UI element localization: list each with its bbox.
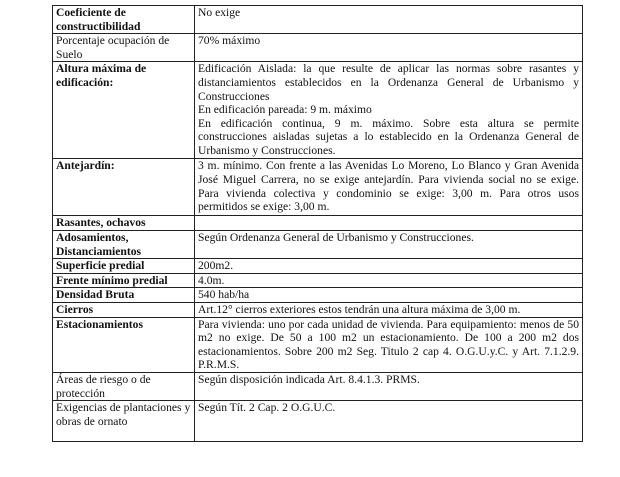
row-label: Altura máxima de edificación: [53, 62, 195, 159]
value-line: No exige [198, 6, 241, 19]
row-value [195, 216, 583, 231]
document-page [52, 5, 582, 442]
value-line: Según Tít. 2 Cap. 2 O.G.U.C. [198, 401, 336, 415]
row-label: Exigencias de plantaciones y obras de ornato [53, 401, 195, 442]
row-value [195, 273, 583, 288]
row-label: Frente mínimo predial [53, 273, 195, 288]
row-label: Superficie predial [53, 259, 195, 274]
table-row-superficie [53, 259, 583, 274]
table-row-porcentaje [53, 34, 583, 62]
row-value [195, 62, 583, 159]
row-label: Antejardín: [53, 159, 195, 216]
value-line: En edificación continua, 9 m. máximo. Sobre esta altura se permite construcciones aisladas sujetas a lo establecido en la Ordenanza General de Urbanismo y Construcciones. [198, 116, 579, 157]
value-line: 3 m. mínimo. Con frente a las Avenidas Lo Moreno, Lo Blanco y Gran Avenida José Miguel Carrera, no se exige antejardín. Para vivienda social no se exige. Para vivienda colectiva y condominio se exige: 3,00 m. Para otros usos permitidos se exige: 3,00 m. [198, 159, 579, 214]
table-row-frente [53, 273, 583, 288]
row-label: Coeficiente de constructibilidad [53, 6, 195, 34]
table-row-densidad [53, 288, 583, 303]
value-line: Según Ordenanza General de Urbanismo y Construcciones. [198, 230, 474, 244]
row-value [195, 34, 583, 62]
row-value [195, 159, 583, 216]
table-row-cierros [53, 302, 583, 317]
value-line: Según disposición indicada Art. 8.4.1.3. PRMS. [198, 372, 420, 386]
value-line: Para vivienda: uno por cada unidad de vivienda. Para equipamiento: menos de 50 m2 no exige. De 50 a 100 m2 un estacionamiento. De 100 a 200 m2 dos estacionamientos. Sobre 200 m2 Seg. Titulo 2 cap 4. O.G.U.y.C. y Art. 7.1.2.9. P.R.M.S. [198, 317, 579, 372]
row-value [195, 317, 583, 372]
value-line: 70% máximo [198, 34, 261, 48]
value-line: 540 hab/ha [198, 288, 250, 302]
value-line: 4.0m. [198, 273, 225, 287]
row-label: Rasantes, ochavos [53, 216, 195, 231]
row-value [195, 230, 583, 258]
row-value [195, 302, 583, 317]
row-value [195, 6, 583, 34]
row-value [195, 401, 583, 442]
table-row-coeficiente [53, 6, 583, 34]
row-label: Cierros [53, 302, 195, 317]
value-line: Edificación Aislada: la que resulte de aplicar las normas sobre rasantes y distanciamientos establecidos en la Ordenanza General de Urbanismo y Construcciones [198, 62, 579, 103]
table-row-exigencias [53, 401, 583, 442]
row-value [195, 372, 583, 400]
table-row-antejardin [53, 159, 583, 216]
row-value [195, 259, 583, 274]
table-row-estacionamientos [53, 317, 583, 372]
row-label: Áreas de riesgo o de protección [53, 372, 195, 400]
row-label: Densidad Bruta [53, 288, 195, 303]
zoning-norms-table [52, 5, 583, 442]
value-line: En edificación pareada: 9 m. máximo [198, 103, 372, 117]
value-line: Art.12° cierros exteriores estos tendrán una altura máxima de 3,00 m. [198, 302, 521, 316]
value-line: 200m2. [198, 259, 234, 273]
row-label: Estacionamientos [53, 317, 195, 372]
table-row-areas-riesgo [53, 372, 583, 400]
row-label: Porcentaje ocupación de Suelo [53, 34, 195, 62]
row-value [195, 288, 583, 303]
row-label: Adosamientos, Distanciamientos [53, 230, 195, 258]
table-row-adosamientos [53, 230, 583, 258]
table-row-rasantes [53, 216, 583, 231]
table-row-altura [53, 62, 583, 159]
